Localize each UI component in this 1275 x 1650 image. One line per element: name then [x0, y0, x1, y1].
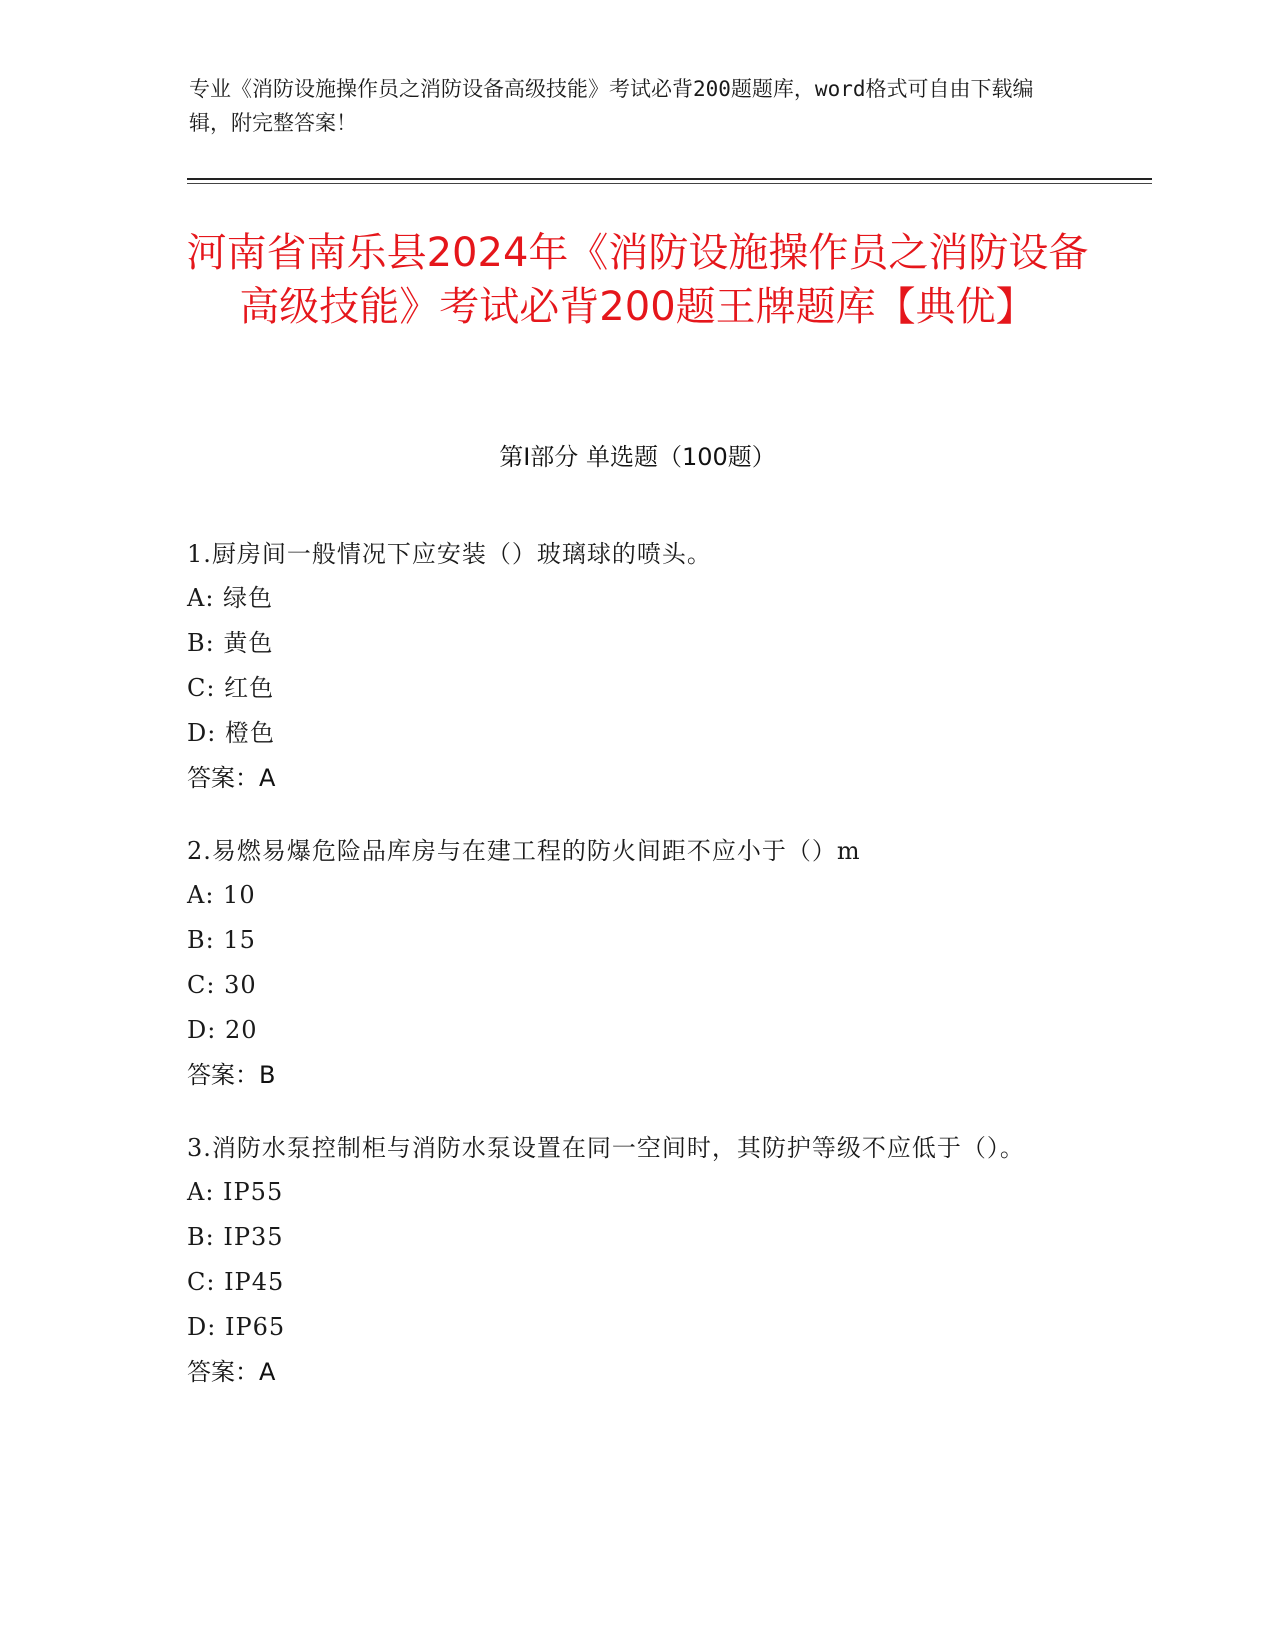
option-d: D: 橙色 [187, 719, 275, 747]
option-b: B: IP35 [187, 1223, 284, 1251]
header-divider-thin [187, 183, 1152, 184]
answer: 答案：A [187, 1358, 276, 1386]
option-b: B: 15 [187, 926, 256, 954]
option-a: A: 10 [187, 881, 256, 909]
option-d: D: 20 [187, 1016, 258, 1044]
question-1 [187, 532, 1067, 801]
option-b: B: 黄色 [187, 629, 274, 657]
document-title: 河南省南乐县2024年《消防设施操作员之消防设备高级技能》考试必背200题王牌题库【典优】 [186, 230, 1089, 330]
question-2 [187, 829, 1067, 1098]
answer: 答案：B [187, 1061, 276, 1089]
option-c: C: IP45 [187, 1268, 285, 1296]
option-c: C: 30 [187, 971, 257, 999]
question-stem: 1.厨房间一般情况下应安装（）玻璃球的喷头。 [187, 540, 712, 568]
question-list [187, 532, 1067, 1423]
document-intro: 专业《消防设施操作员之消防设备高级技能》考试必背200题题库，word格式可自由下载编辑，附完整答案！ [189, 77, 1034, 135]
header-divider-thick [187, 178, 1152, 180]
question-3 [187, 1126, 1067, 1395]
section-heading: 第I部分 单选题（100题） [499, 443, 776, 471]
question-stem: 2.易燃易爆危险品库房与在建工程的防火间距不应小于（）m [187, 837, 861, 865]
option-a: A: 绿色 [187, 584, 274, 612]
answer: 答案：A [187, 764, 276, 792]
option-d: D: IP65 [187, 1313, 286, 1341]
question-stem: 3.消防水泵控制柜与消防水泵设置在同一空间时，其防护等级不应低于（）。 [187, 1134, 1025, 1162]
option-a: A: IP55 [187, 1178, 284, 1206]
option-c: C: 红色 [187, 674, 275, 702]
